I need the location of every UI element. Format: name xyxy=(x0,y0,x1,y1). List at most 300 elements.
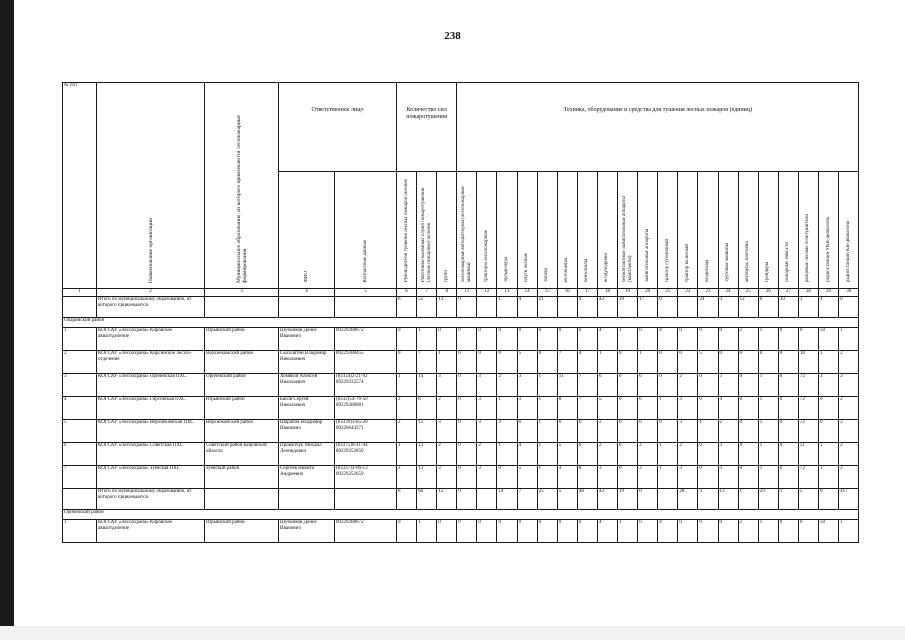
table-row xyxy=(63,351,859,374)
value-cell: 1 xyxy=(537,420,557,443)
responsible-fio: Шубников Денис Иванович xyxy=(279,328,335,351)
value-cell: 0 xyxy=(618,443,638,466)
table-row xyxy=(63,520,859,543)
value-cell: 0 xyxy=(397,351,417,374)
contact-data: (83354)2-21-92 89229332574 xyxy=(335,374,397,397)
value-cell: 0 xyxy=(457,297,477,318)
value-cell: 0 xyxy=(778,466,798,489)
value-cell: 2 xyxy=(839,351,859,374)
municipality: Зуевский район xyxy=(205,466,279,489)
value-cell: 17 xyxy=(638,297,658,318)
value-cell: 2 xyxy=(397,397,417,420)
value-cell: 14 xyxy=(417,374,437,397)
value-cell: 4 xyxy=(658,328,678,351)
force-col-header-text: групп xyxy=(443,269,449,282)
value-cell: 4 xyxy=(577,351,597,374)
value-cell: 6 xyxy=(577,520,597,543)
org-name: КОГСАУ «Лесоохрана» Советская ПХС xyxy=(97,443,205,466)
value-cell: 19 xyxy=(618,489,638,510)
value-cell: 29 xyxy=(758,489,778,510)
value-cell: 2 xyxy=(638,466,658,489)
value-cell: 0 xyxy=(477,520,497,543)
responsible-fio: Шубников Денис Иванович xyxy=(279,520,335,543)
value-cell: 1 xyxy=(417,520,437,543)
equip-col-header xyxy=(457,172,477,289)
equip-col-header xyxy=(477,172,497,289)
value-cell: 0 xyxy=(618,351,638,374)
contacts-header xyxy=(335,172,397,289)
value-cell: 1 xyxy=(758,397,778,420)
value-cell: 8 xyxy=(397,489,417,510)
value-cell: 0 xyxy=(638,489,658,510)
force-col-header-text: Руководители тушения лесных пожаров человек xyxy=(403,178,409,282)
value-cell: 3 xyxy=(437,466,457,489)
page-number: 238 xyxy=(444,30,461,42)
value-cell: 4 xyxy=(597,520,617,543)
row-number: 1 xyxy=(63,328,97,351)
value-cell: 3 xyxy=(638,443,658,466)
contact-data: (8332)54-76-50 89229308081 xyxy=(335,397,397,420)
value-cell: 0 xyxy=(497,351,517,374)
value-cell: 0 xyxy=(497,520,517,543)
municipality-header-text: Муниципальное образование, из которого привлекаются лесопожарные формирования xyxy=(235,115,248,283)
value-cell: 3 xyxy=(818,374,838,397)
row-number: 1 xyxy=(63,520,97,543)
value-cell: 1 xyxy=(778,489,798,510)
value-cell: 1 xyxy=(397,374,417,397)
value-cell: 0 xyxy=(738,397,758,420)
value-cell: 11 xyxy=(557,374,577,397)
responsible-fio: Шарапов Владимир Иванович xyxy=(279,420,335,443)
equip-col-header-text: автобусы, вахтовки xyxy=(745,241,751,282)
value-cell: 0 xyxy=(437,328,457,351)
value-cell: 0 xyxy=(738,443,758,466)
equip-col-header xyxy=(778,172,798,289)
value-cell: 0 xyxy=(738,466,758,489)
column-number: 27 xyxy=(778,289,798,297)
value-cell: 0 xyxy=(758,297,778,318)
value-cell: 0 xyxy=(778,328,798,351)
value-cell: 0 xyxy=(457,351,477,374)
value-cell: 1 xyxy=(818,351,838,374)
column-number: 2 xyxy=(97,289,205,297)
value-cell: 13 xyxy=(417,443,437,466)
value-cell: 3 xyxy=(477,466,497,489)
value-cell: 1 xyxy=(738,489,758,510)
value-cell: 1 xyxy=(839,328,859,351)
value-cell: 1 xyxy=(758,443,778,466)
value-cell: 1 xyxy=(818,466,838,489)
value-cell: 2 xyxy=(678,443,698,466)
scan-edge-left xyxy=(0,0,14,640)
force-col-header xyxy=(437,172,457,289)
total-number-cell xyxy=(63,297,97,318)
value-cell: 0 xyxy=(457,520,477,543)
equip-col-header xyxy=(678,172,698,289)
value-cell: 2 xyxy=(497,374,517,397)
value-cell: 2 xyxy=(839,397,859,420)
value-cell: 55 xyxy=(417,297,437,318)
column-number: 19 xyxy=(618,289,638,297)
value-cell: 4 xyxy=(577,297,597,318)
value-cell: 0 xyxy=(618,466,638,489)
municipality: Верхнекамский район xyxy=(205,351,279,374)
value-cell: 15 xyxy=(437,489,457,510)
value-cell: 2 xyxy=(678,374,698,397)
value-cell: 1 xyxy=(658,466,678,489)
column-number: 6 xyxy=(397,289,417,297)
value-cell: 0 xyxy=(477,328,497,351)
value-cell: 3 xyxy=(517,374,537,397)
value-cell: 0 xyxy=(778,520,798,543)
total-blank xyxy=(279,297,335,318)
value-cell: 0 xyxy=(738,420,758,443)
org-name: КОГСАУ «Лесоохрана» Кировское авиаотделение xyxy=(97,328,205,351)
value-cell: 2 xyxy=(738,520,758,543)
municipality: Юрьянский район xyxy=(205,520,279,543)
value-cell: 2 xyxy=(839,374,859,397)
value-cell: 1 xyxy=(497,443,517,466)
equip-col-header-text: ранцевые лесные огнетушители xyxy=(805,213,811,282)
column-number: 17 xyxy=(577,289,597,297)
value-cell: 72 xyxy=(798,420,818,443)
value-cell: 1 xyxy=(638,351,658,374)
value-cell: 0 xyxy=(698,466,718,489)
value-cell: 1 xyxy=(758,328,778,351)
row-number: 2 xyxy=(63,351,97,374)
municipality: Юрьянский район xyxy=(205,328,279,351)
value-cell: 3 xyxy=(497,420,517,443)
value-cell: 417 xyxy=(839,489,859,510)
value-cell: 1 xyxy=(437,351,457,374)
value-cell: 1 xyxy=(618,328,638,351)
value-cell: 0 xyxy=(658,420,678,443)
value-cell: 24 xyxy=(698,297,718,318)
value-cell: 3 xyxy=(718,466,738,489)
responsible-fio: Прокопчук Михаил Леонидович xyxy=(279,443,335,466)
value-cell: 5 xyxy=(517,351,537,374)
fio-header-text: ФИО xyxy=(303,270,309,282)
value-cell: 0 xyxy=(537,328,557,351)
column-number: 5 xyxy=(335,289,397,297)
value-cell: 0 xyxy=(457,443,477,466)
value-cell xyxy=(477,297,497,318)
value-cell: 6 xyxy=(577,420,597,443)
org-name: КОГСАУ «Лесоохрана» Верхнекамская ПХС xyxy=(97,420,205,443)
column-number: 11 xyxy=(457,289,477,297)
value-cell: 66 xyxy=(417,489,437,510)
org-name: КОГСАУ «Лесоохрана» Кировское авиаотделение xyxy=(97,520,205,543)
value-cell: 0 xyxy=(718,351,738,374)
table-row xyxy=(63,466,859,489)
municipality-header xyxy=(205,83,279,289)
equip-col-header-text: трактор гусеничный xyxy=(664,238,670,282)
column-number: 24 xyxy=(718,289,738,297)
value-cell: 6 xyxy=(577,328,597,351)
value-cell: 1 xyxy=(537,443,557,466)
force-col-header xyxy=(397,172,417,289)
total-number-cell xyxy=(63,489,97,510)
value-cell: 1 xyxy=(537,374,557,397)
equip-col-header xyxy=(638,172,658,289)
value-cell: 3 xyxy=(698,489,718,510)
value-cell: 3 xyxy=(477,420,497,443)
value-cell: 0 xyxy=(818,489,838,510)
value-cell: 50 xyxy=(818,520,838,543)
column-number: 30 xyxy=(839,289,859,297)
value-cell: 5 xyxy=(557,489,577,510)
org-name: КОГСАУ «Лесоохрана» Кирсинское лесхоз-отделение xyxy=(97,351,205,374)
value-cell: 0 xyxy=(618,420,638,443)
equip-col-header-text: бесконтактные зажигательные аппараты (комплекты) xyxy=(621,196,633,282)
municipality: Советский район Кировской области xyxy=(205,443,279,466)
equip-col-header-text: вездеходы xyxy=(704,260,710,282)
value-cell: 1 xyxy=(417,328,437,351)
table-row xyxy=(63,374,859,397)
row-number: 4 xyxy=(63,397,97,420)
column-number: 16 xyxy=(557,289,577,297)
value-cell: 1 xyxy=(497,397,517,420)
value-cell: 12 xyxy=(738,297,758,318)
column-number: 14 xyxy=(517,289,537,297)
value-cell: 1 xyxy=(658,443,678,466)
value-cell: 13 xyxy=(718,489,738,510)
value-cell: 5 xyxy=(597,397,617,420)
equip-col-header-text: тягачи xyxy=(544,268,550,282)
value-cell: 4 xyxy=(658,520,678,543)
value-cell: 0 xyxy=(537,520,557,543)
value-cell: 1 xyxy=(597,351,617,374)
equipment-table xyxy=(62,82,859,543)
row-number: 5 xyxy=(63,420,97,443)
force-col-header-text: Работники наземных служб пожаротушения (лесные пожарные) человек xyxy=(420,187,432,282)
column-number: 26 xyxy=(758,289,778,297)
value-cell: 0 xyxy=(818,397,838,420)
equip-col-header xyxy=(557,172,577,289)
value-cell: 51 xyxy=(798,443,818,466)
value-cell: 6 xyxy=(638,397,658,420)
value-cell: 7 xyxy=(557,351,577,374)
value-cell: 72 xyxy=(798,466,818,489)
value-cell: 2 xyxy=(738,328,758,351)
responsible-header xyxy=(279,83,397,172)
value-cell: 2 xyxy=(397,466,417,489)
value-cell: 0 xyxy=(678,520,698,543)
value-cell: 0 xyxy=(658,351,678,374)
value-cell: 0 xyxy=(638,520,658,543)
table-row xyxy=(63,443,859,466)
total-blank xyxy=(279,489,335,510)
value-cell: 0 xyxy=(658,297,678,318)
equip-col-header-text: зажигательные аппараты xyxy=(644,228,650,282)
value-cell: 0 xyxy=(658,374,678,397)
value-cell: 2 xyxy=(597,420,617,443)
value-cell: 0 xyxy=(778,443,798,466)
column-number: 15 xyxy=(537,289,557,297)
column-number: 23 xyxy=(698,289,718,297)
column-number: 25 xyxy=(738,289,758,297)
municipality: Оричевский район xyxy=(205,374,279,397)
equip-col-header xyxy=(718,172,738,289)
org-name: КОГСАУ «Лесоохрана» Зуевская ПХС xyxy=(97,466,205,489)
equip-col-header xyxy=(517,172,537,289)
value-cell: 0 xyxy=(778,374,798,397)
value-cell: 0 xyxy=(517,520,537,543)
value-cell: 2 xyxy=(477,443,497,466)
value-cell: 8 xyxy=(577,466,597,489)
equip-col-header-text: грейдеры xyxy=(765,261,771,282)
responsible-fio: Сергеев Никита Андреевич xyxy=(279,466,335,489)
total-blank xyxy=(335,297,397,318)
scan-edge-bottom xyxy=(0,626,905,640)
contact-data: 89229308672 xyxy=(335,328,397,351)
municipality: Юрьянский район xyxy=(205,397,279,420)
row-number: 6 xyxy=(63,443,97,466)
value-cell: 0 xyxy=(477,351,497,374)
value-cell: 3 xyxy=(678,466,698,489)
value-cell: 0 xyxy=(778,420,798,443)
value-cell: 42 xyxy=(597,297,617,318)
value-cell: 0 xyxy=(537,351,557,374)
value-cell: 0 xyxy=(698,374,718,397)
value-cell: 72 xyxy=(798,374,818,397)
value-cell: 14 xyxy=(497,489,517,510)
value-cell: 1 xyxy=(537,397,557,420)
value-cell: 0 xyxy=(497,466,517,489)
value-cell: 2 xyxy=(839,443,859,466)
org-header xyxy=(97,83,205,289)
value-cell: 0 xyxy=(497,328,517,351)
col-number-header: № п/п xyxy=(63,83,97,289)
value-cell: 0 xyxy=(738,351,758,374)
value-cell: 0 xyxy=(798,328,818,351)
value-cell: 1 xyxy=(698,420,718,443)
value-cell: 3 xyxy=(437,374,457,397)
equip-col-header-text: бульдозеры xyxy=(504,257,510,282)
org-header-text: Наименование организации xyxy=(147,217,154,283)
responsible-header-text: Ответственное лицо xyxy=(311,107,364,113)
value-cell: 50 xyxy=(818,328,838,351)
total-label: Итого по муниципальному образованию, из которого привлекаются xyxy=(97,489,205,510)
value-cell: 0 xyxy=(557,328,577,351)
value-cell: 5 xyxy=(557,443,577,466)
contacts-header-text: Контактные данные xyxy=(362,239,368,282)
value-cell: 0 xyxy=(678,328,698,351)
value-cell: 4 xyxy=(718,397,738,420)
equip-col-header-text: бензопилы xyxy=(584,258,590,282)
value-cell: 8 xyxy=(557,397,577,420)
responsible-fio: Сысолятин Владимир Николаевич xyxy=(279,351,335,374)
equip-col-header-text: тракторы лесопожарные xyxy=(483,229,489,282)
equipment-header-text: Техника, оборудование и средства для тушения лесных пожаров (единиц) xyxy=(563,107,753,113)
value-cell xyxy=(557,297,577,318)
value-cell: 1 xyxy=(397,443,417,466)
value-cell: 6 xyxy=(397,297,417,318)
value-cell: 4 xyxy=(597,328,617,351)
contact-data: (83375)6-41-44 89229352850 xyxy=(335,443,397,466)
value-cell: 3 xyxy=(597,466,617,489)
value-cell: 5 xyxy=(698,351,718,374)
value-cell: 0 xyxy=(839,297,859,318)
equip-col-header-text: пожарные емкости xyxy=(785,242,791,282)
value-cell: 2 xyxy=(597,443,617,466)
value-cell: 6 xyxy=(638,420,658,443)
value-cell: 1 xyxy=(758,520,778,543)
column-number: 18 xyxy=(597,289,617,297)
equip-col-header-text: грузовые машины xyxy=(725,243,731,282)
total-blank xyxy=(205,297,279,318)
value-cell: 0 xyxy=(457,374,477,397)
column-number: 1 xyxy=(63,289,97,297)
value-cell: 1 xyxy=(758,374,778,397)
table-row xyxy=(63,397,859,420)
value-cell: 0 xyxy=(457,328,477,351)
equip-col-header-text: радиостанции КВ-диапазона xyxy=(845,220,851,282)
value-cell: 0 xyxy=(638,328,658,351)
column-number: 12 xyxy=(477,289,497,297)
value-cell: 8 xyxy=(417,397,437,420)
total-blank xyxy=(205,489,279,510)
table-row xyxy=(63,328,859,351)
value-cell: 25 xyxy=(537,489,557,510)
value-cell: 7 xyxy=(577,374,597,397)
value-cell: 0 xyxy=(457,466,477,489)
value-cell: 6 xyxy=(577,443,597,466)
forces-header xyxy=(397,83,457,172)
value-cell: 0 xyxy=(618,397,638,420)
value-cell: 1 xyxy=(537,466,557,489)
contact-data: 89229308672 xyxy=(335,520,397,543)
value-cell: 13 xyxy=(437,297,457,318)
value-cell: 2 xyxy=(397,420,417,443)
column-number: 21 xyxy=(658,289,678,297)
equip-col-header-text: мотопомпы xyxy=(564,257,570,282)
value-cell: 5 xyxy=(517,466,537,489)
value-cell: 6 xyxy=(597,374,617,397)
value-cell: 0 xyxy=(557,520,577,543)
equip-col-header xyxy=(738,172,758,289)
value-cell: 72 xyxy=(798,397,818,420)
value-cell: 39 xyxy=(618,297,638,318)
equip-col-header xyxy=(698,172,718,289)
column-number: 29 xyxy=(818,289,838,297)
value-cell: 21 xyxy=(537,297,557,318)
value-cell: 7 xyxy=(517,489,537,510)
column-number: 3 xyxy=(205,289,279,297)
value-cell: 1 xyxy=(818,443,838,466)
column-number: 28 xyxy=(798,289,818,297)
value-cell: 6 xyxy=(517,420,537,443)
value-cell: 3 xyxy=(477,374,497,397)
value-cell: 15 xyxy=(417,420,437,443)
equip-col-header xyxy=(818,172,838,289)
equipment-header xyxy=(457,83,859,172)
value-cell xyxy=(678,297,698,318)
table-row xyxy=(63,420,859,443)
equip-col-header xyxy=(798,172,818,289)
value-cell: 1 xyxy=(839,520,859,543)
value-cell: 0 xyxy=(457,489,477,510)
column-number: 22 xyxy=(678,289,698,297)
value-cell: 2 xyxy=(437,443,457,466)
value-cell: 18 xyxy=(798,351,818,374)
value-cell: 0 xyxy=(738,374,758,397)
value-cell: 0 xyxy=(758,351,778,374)
fio-header xyxy=(279,172,335,289)
row-number: 3 xyxy=(63,374,97,397)
value-cell: 0 xyxy=(517,328,537,351)
value-cell: 0 xyxy=(778,351,798,374)
